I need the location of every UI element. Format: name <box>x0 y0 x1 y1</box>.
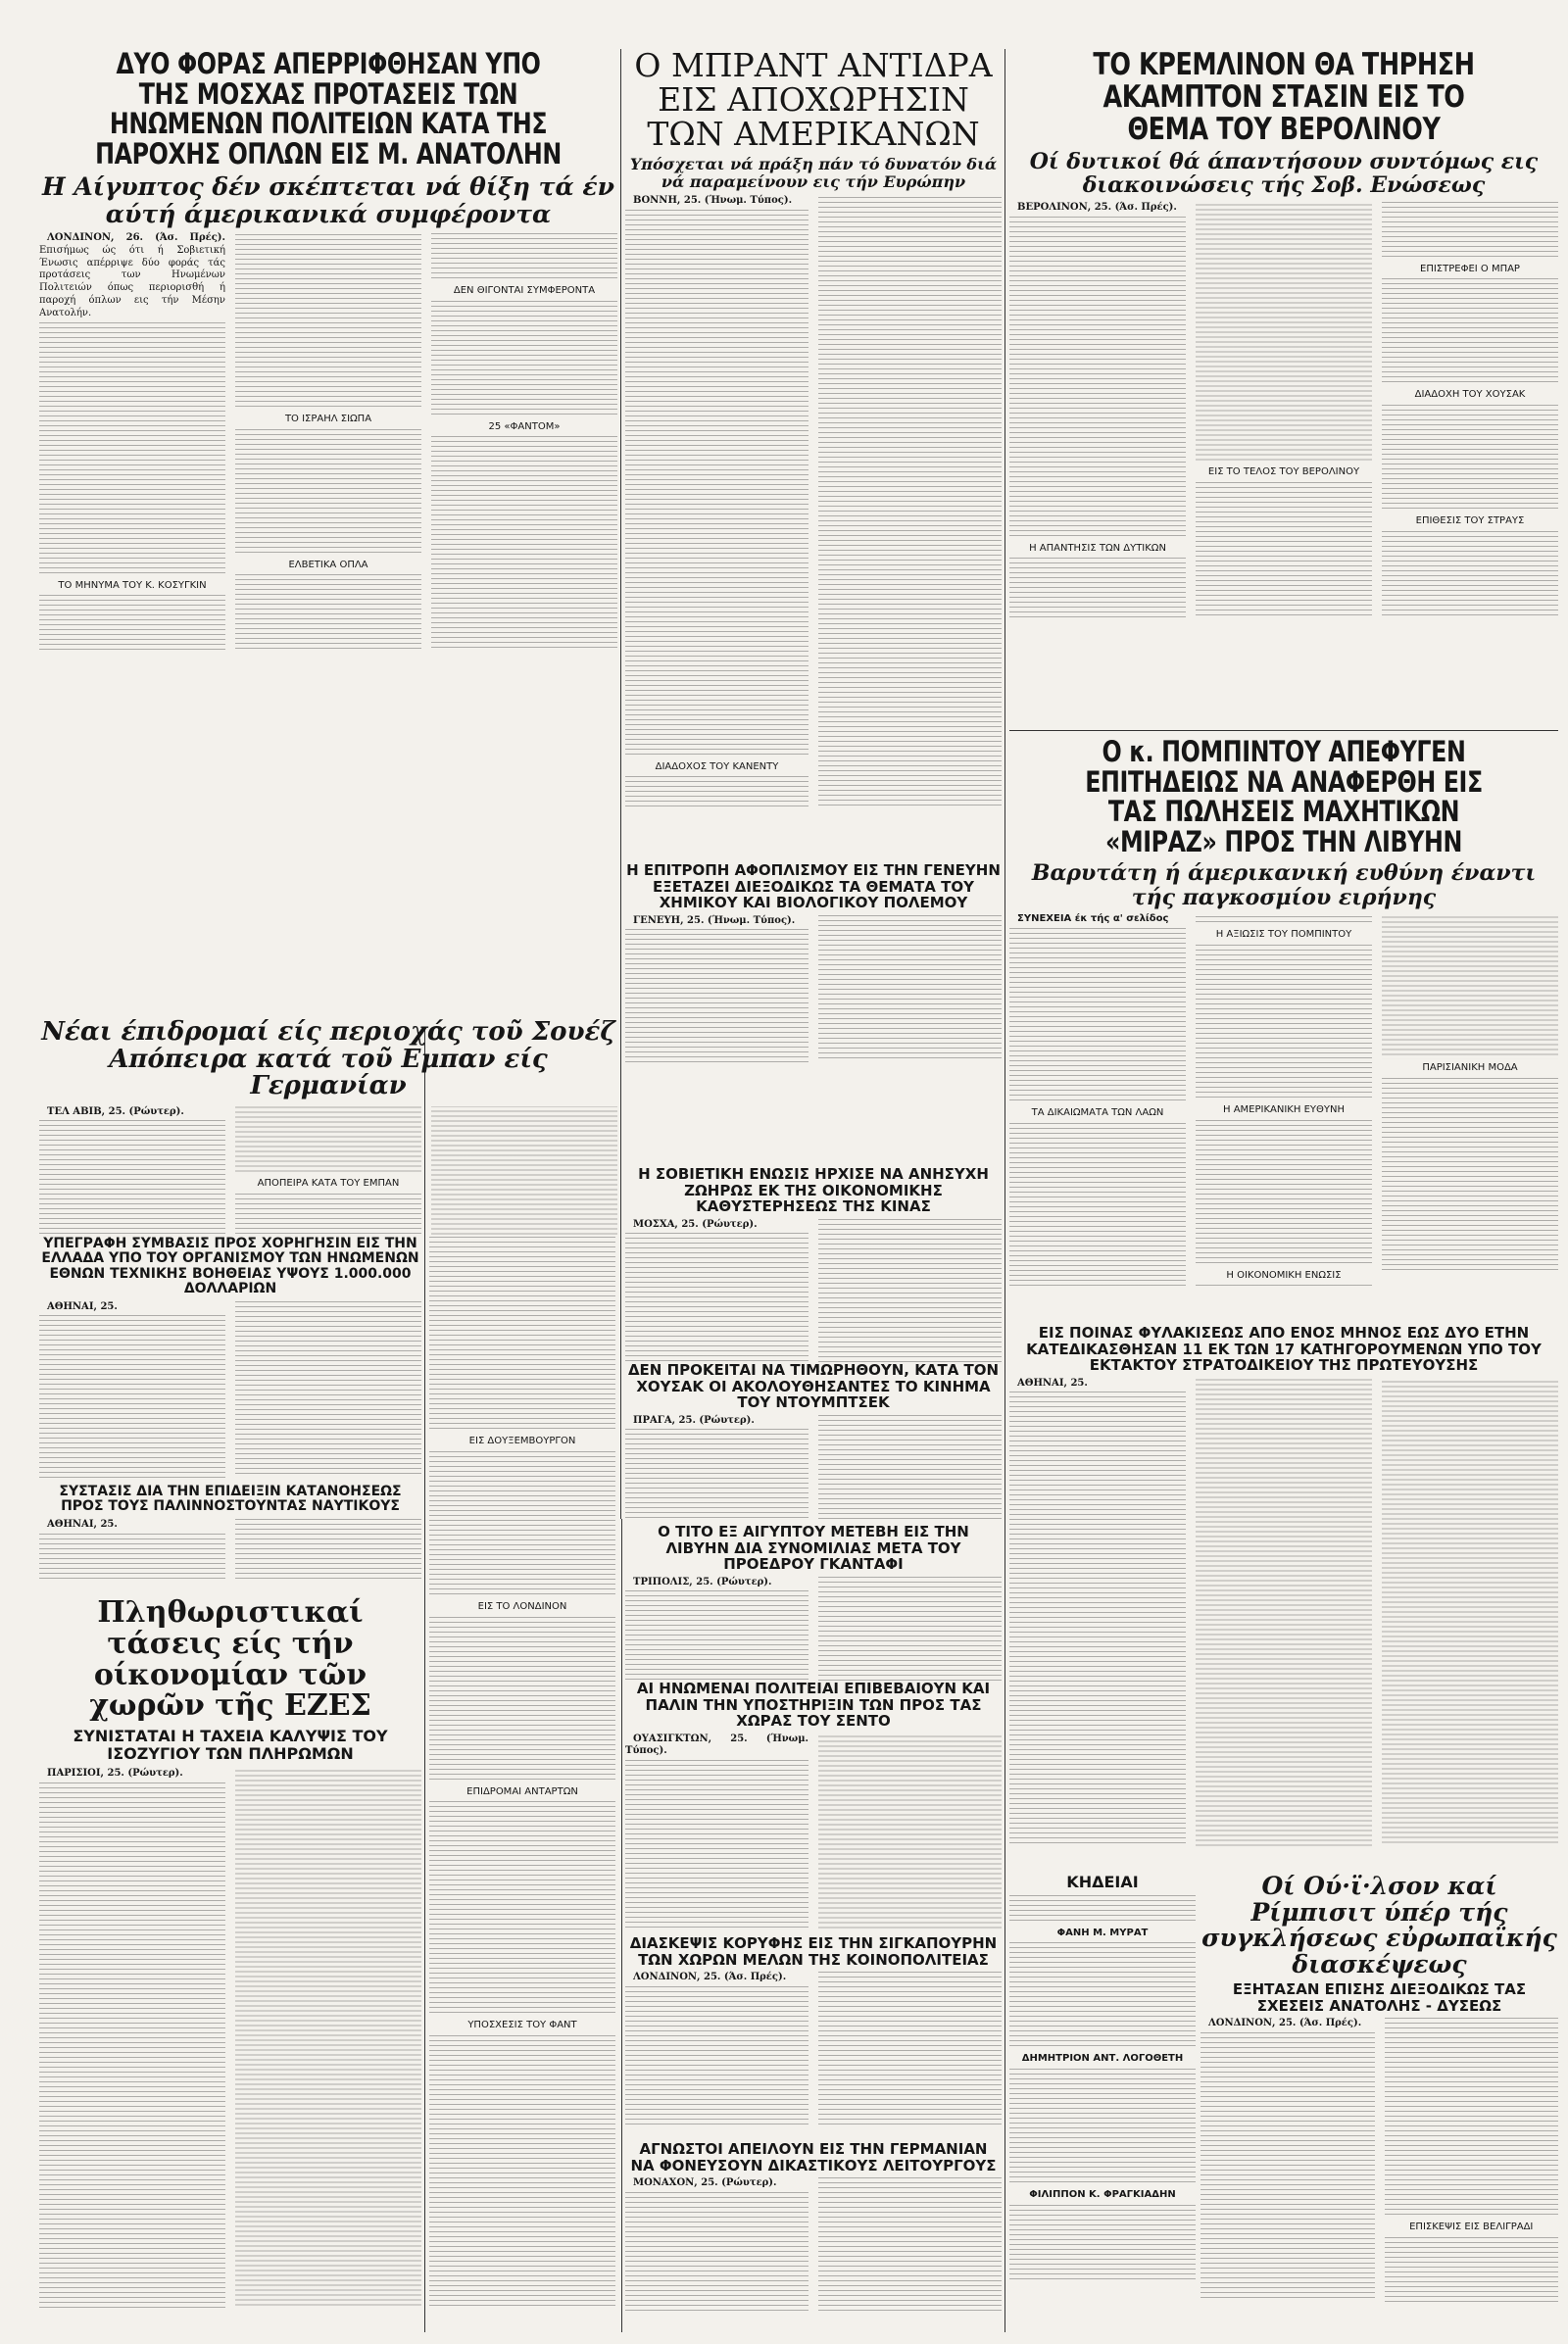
section-heading: ΕΙΣ ΤΟ ΤΕΛΟΣ ΤΟΥ ΒΕΡΟΛΙΝΟΥ <box>1207 466 1360 478</box>
headline: Ο κ. ΠΟΜΠΙΝΤΟΥ ΑΠΕΦΥΓΕΝ ΕΠΙΤΗΔΕΙΩΣ ΝΑ ΑΝΑΦΕΡΘΗ ΕΙΣ ΤΑΣ ΠΩΛΗΣΕΙΣ ΜΑΧΗΤΙΚΩΝ «ΜΙΡΑΖ» ΠΡΟΣ ΤΗΝ ΛΙΒΥΗΝ <box>1085 737 1483 859</box>
dateline: ΑΘΗΝΑΙ, 25. <box>47 1300 118 1312</box>
body-text-lines <box>1196 1120 1372 1267</box>
dateline: ΜΟΣΧΑ, 25. (Ρώυτερ). <box>633 1218 758 1230</box>
article-body <box>39 1106 617 1235</box>
headline: ΔΙΑΣΚΕΨΙΣ ΚΟΡΥΦΗΣ ΕΙΣ ΤΗΝ ΣΙΓΚΑΠΟΥΡΗΝ ΤΩΝ ΧΩΡΩΝ ΜΕΛΩΝ ΤΗΣ ΚΟΙΝΟΠΟΛΙΤΕΙΑΣ <box>629 1935 998 1969</box>
article-brandt <box>625 49 1002 862</box>
headline: ΑΓΝΩΣΤΟΙ ΑΠΕΙΛΟΥΝ ΕΙΣ ΤΗΝ ΓΕΡΜΑΝΙΑΝ ΝΑ ΦΟΝΕΥΣΟΥΝ ΔΙΚΑΣΤΙΚΟΥΣ ΛΕΙΤΟΥΡΓΟΥΣ <box>630 2141 997 2174</box>
headline: Πληθωριστικαί τάσεις είς τήν οίκονομίαν τῶν χωρῶν τῆς ΕΖΕΣ <box>89 1597 371 1724</box>
article-body <box>625 915 1002 1062</box>
body-text-lines <box>625 1734 1002 1929</box>
body-text-lines <box>431 301 617 418</box>
dateline: ΒΟΝΝΗ, 25. (Ήνωμ. Τύπος). <box>633 194 793 206</box>
lead-paragraph: Επισήμως ώς ότι ή Σοβιετική Ένωσις απέρριψε δύο φοράς τάς προτάσεις των Ηνωμένων Πολιτειών όπως περιορισθή ή παροχή όπλων εις τήν Μέσην Ανατολήν. <box>39 244 225 318</box>
article-sailors <box>39 1485 421 1592</box>
section-heading: ΕΙΣ ΤΟ ΛΟΝΔΙΝΟΝ <box>477 1600 567 1612</box>
headline-primary: Νέαι έπιδρομαί είς περιοχάς τοῦ Σουέζ <box>41 1019 615 1047</box>
article-body <box>625 1734 1002 1929</box>
headline: ΤΟ ΚΡΕΜΛΙΝΟΝ ΘΑ ΤΗΡΗΣΗ ΑΚΑΜΠΤΟΝ ΣΤΑΣΙΝ ΕΙΣ ΤΟ ΘΕΜΑ ΤΟΥ ΒΕΡΟΛΙΝΟΥ <box>1093 49 1475 147</box>
article-wilson <box>1200 1874 1558 2332</box>
article-body <box>1009 202 1558 725</box>
subheadline: Βαρυτάτη ή άμερικανική ευθύνη έναντι τής παγκοσμίου ειρήνης <box>1031 859 1537 910</box>
article-china <box>625 1166 1002 1362</box>
dateline: ΛΟΝΔΙΝΟΝ, 26. (Άσ. Πρές). <box>47 231 225 243</box>
body-text-lines <box>429 1451 615 1598</box>
headline: Η ΕΠΙΤΡΟΠΗ ΑΦΟΠΛΙΣΜΟΥ ΕΙΣ ΤΗΝ ΓΕΝΕΥΗΝ ΕΞΕΤΑΖΕΙ ΔΙΕΞΟΔΙΚΩΣ ΤΑ ΘΕΜΑΤΑ ΤΟΥ ΧΗΜΙΚΟΥ ΚΑΙ ΒΙΟΛΟΓΙΚΟΥ ΠΟΛΕΜΟΥ <box>626 862 1001 911</box>
section-heading: ΕΠΙΔΡΟΜΑΙ ΑΝΤΑΡΤΩΝ <box>466 1785 578 1797</box>
body-text-lines <box>625 1972 1002 2128</box>
headline-secondary: Απόπειρα κατά τοῦ Εμπαν είς Γερμανίαν <box>109 1044 548 1101</box>
headline: Οί Ού·ϊ·λσον καί Ρίμπισιτ ύπέρ τής συγκλήσεως εὐρωπαϊκής διασκέψεως <box>1201 1874 1557 1978</box>
article-body <box>625 195 1002 852</box>
body-text-lines <box>1009 217 1186 540</box>
headline: Η ΣΟΒΙΕΤΙΚΗ ΕΝΩΣΙΣ ΗΡΧΙΣΕ ΝΑ ΑΝΗΣΥΧΗ ΖΩΗΡΩΣ ΕΚ ΤΗΣ ΟΙΚΟΝΟΜΙΚΗΣ ΚΑΘΥΣΤΕΡΗΣΕΩΣ ΤΗΣ ΚΙΝΑΣ <box>638 1166 989 1215</box>
article-kremlin <box>1009 49 1558 725</box>
column-rule <box>1004 49 1005 2332</box>
body-text-lines <box>39 1768 421 2309</box>
subheadline: Οί δυτικοί θά άπαντήσουν συντόμως εις διακοινώσεις τής Σοβ. Ενώσεως <box>1029 148 1539 199</box>
body-text-lines <box>625 210 808 758</box>
article-suez <box>39 1019 617 1235</box>
article-body <box>625 1219 1002 1363</box>
dateline: ΑΘΗΝΑΙ, 25. <box>1017 1377 1088 1389</box>
body-text-lines <box>1382 405 1558 513</box>
body-text-lines <box>39 322 225 577</box>
section-heading: ΔΙΑΔΟΧΟΣ ΤΟΥ ΚΑΝΕΝΤΥ <box>655 760 779 772</box>
section-heading: Η ΑΜΕΡΙΚΑΝΙΚΗ ΕΥΘΥΝΗ <box>1223 1103 1345 1115</box>
headline: ΔΕΝ ΠΡΟΚΕΙΤΑΙ ΝΑ ΤΙΜΩΡΗΘΟΥΝ, ΚΑΤΑ ΤΟΝ ΧΟΥΣΑΚ ΟΙ ΑΚΟΛΟΥΘΗΣΑΝΤΕΣ ΤΟ ΚΙΝΗΜΑ ΤΟΥ ΝΤΟΥΜΠΤΣΕΚ <box>627 1362 1000 1411</box>
section-heading: ΠΑΡΙΣΙΑΝΙΚΗ ΜΟΔΑ <box>1422 1061 1518 1073</box>
body-text-lines <box>1009 1378 1558 1846</box>
article-body <box>429 1237 615 2324</box>
column-rule <box>621 1519 622 2332</box>
dateline: ΜΟΝΑΧΟΝ, 25. (Ρώυτερ). <box>633 2177 777 2188</box>
article-judges <box>625 2141 1002 2332</box>
section-heading: Η ΑΞΙΩΣΙΣ ΤΟΥ ΠΟΜΠΙΝΤΟΥ <box>1215 929 1352 941</box>
dateline: ΟΥΑΣΙΓΚΤΩΝ, 25. (Ήνωμ. Τύπος). <box>625 1733 808 1757</box>
article-un-aid <box>39 1237 421 1482</box>
section-heading: 25 «ΦΑΝΤΟΜ» <box>488 420 561 432</box>
headline: ΥΠΕΓΡΑΦΗ ΣΥΜΒΑΣΙΣ ΠΡΟΣ ΧΟΡΗΓΗΣΙΝ ΕΙΣ ΤΗΝ ΕΛΛΑΔΑ ΥΠΟ ΤΟΥ ΟΡΓΑΝΙΣΜΟΥ ΤΩΝ ΗΝΩΜΕΝΩΝ ΕΘΝΩΝ ΤΕΧΝΙΚΗΣ ΒΟΗΘΕΙΑΣ ΥΨΟΥΣ 1.000.000 ΔΟΛΛΑΡΙΩΝ <box>41 1237 419 1297</box>
body-text-lines <box>429 1237 615 1433</box>
article-body <box>1009 1378 1558 1848</box>
deceased-name: ΦΙΛΙΠΠΟΝ Κ. ΦΡΑΓΚΙΑΔΗΝ <box>1029 2189 1176 2201</box>
article-husak <box>625 1362 1002 1519</box>
dateline: ΤΕΛ ΑΒΙΒ, 25. (Ρώυτερ). <box>47 1105 184 1117</box>
dateline: ΠΑΡΙΣΙΟΙ, 25. (Ρώυτερ). <box>47 1768 183 1780</box>
body-text-lines <box>431 436 617 652</box>
article-geneva <box>625 862 1002 1068</box>
subheadline: ΣΥΝΙΣΤΑΤΑΙ Η ΤΑΧΕΙΑ ΚΑΛΥΨΙΣ ΤΟΥ ΙΣΟΖΥΓΙΟΥ ΤΩΝ ΠΛΗΡΩΜΩΝ <box>73 1727 388 1763</box>
section-heading: Η ΑΠΑΝΤΗΣΙΣ ΤΩΝ ΔΥΤΙΚΩΝ <box>1029 542 1166 554</box>
subheadline: ΕΞΗΤΑΣΑΝ ΕΠΙΣΗΣ ΔΙΕΞΟΔΙΚΩΣ ΤΑΣ ΣΧΕΣΕΙΣ ΑΝΑΤΟΛΗΣ - ΔΥΣΕΩΣ <box>1232 1980 1527 2015</box>
body-text-lines <box>429 2035 615 2310</box>
dateline: ΒΕΡΟΛΙΝΟΝ, 25. (Άσ. Πρές). <box>1017 201 1177 213</box>
body-text-lines <box>1196 945 1372 1101</box>
body-text-lines <box>1009 1942 1196 2050</box>
section-heading: ΔΙΑΔΟΧΗ ΤΟΥ ΧΟΥΣΑΚ <box>1414 389 1526 401</box>
headline: Ο ΜΠΡΑΝΤ ΑΝΤΙΔΡΑ ΕΙΣ ΑΠΟΧΩΡΗΣΙΝ ΤΩΝ ΑΜΕΡΙΚΑΝΩΝ <box>634 49 993 153</box>
body-text-lines <box>625 1577 1002 1682</box>
article-moscow <box>39 49 617 1019</box>
subheadline: Υπόσχεται νά πράξη πάν τό δυνατόν διά νά παραμείνουν εις τήν Ευρώπην <box>629 154 998 191</box>
body-text-lines <box>39 1301 421 1478</box>
article-body <box>1009 913 1558 1325</box>
body-text-lines <box>429 1801 615 2017</box>
article-rule <box>1009 730 1558 731</box>
section-heading: ΕΠΙΣΚΕΨΙΣ ΕΙΣ ΒΕΛΙΓΡΑΔΙ <box>1409 2221 1534 2232</box>
headline: ΣΥΣΤΑΣΙΣ ΔΙΑ ΤΗΝ ΕΠΙΔΕΙΞΙΝ ΚΑΤΑΝΟΗΣΕΩΣ ΠΡΟΣ ΤΟΥΣ ΠΑΛΙΝΝΟΣΤΟΥΝΤΑΣ ΝΑΥΤΙΚΟΥΣ <box>59 1485 402 1515</box>
section-heading: ΕΠΙΣΤΡΕΦΕΙ Ο ΜΠΑΡ <box>1420 263 1520 274</box>
body-text-lines <box>429 1617 615 1783</box>
article-eec <box>39 1597 421 2332</box>
funerals-notices <box>1009 1874 1196 2332</box>
body-text-lines <box>1009 2069 1196 2186</box>
body-text-lines <box>1382 278 1558 386</box>
continued-note: ΣΥΝΕΧΕΙΑ έκ τής α' σελίδος <box>1017 913 1169 925</box>
section-heading: ΔΕΝ ΘΙΓΟΝΤΑΙ ΣΥΜΦΕΡΟΝΤΑ <box>453 284 596 296</box>
body-text-lines <box>625 915 1002 1062</box>
article-body <box>625 1972 1002 2128</box>
article-body <box>39 1519 421 1583</box>
headline: ΑΙ ΗΝΩΜΕΝΑΙ ΠΟΛΙΤΕΙΑΙ ΕΠΙΒΕΒΑΙΟΥΝ ΚΑΙ ΠΑΛΙΝ ΤΗΝ ΥΠΟΣΤΗΡΙΞΙΝ ΤΩΝ ΠΡΟΣ ΤΑΣ ΧΩΡΑΣ ΤΟΥ ΣΕΝΤΟ <box>636 1681 991 1730</box>
section-heading: ΑΠΟΠΕΙΡΑ ΚΑΤΑ ΤΟΥ ΕΜΠΑΝ <box>257 1177 400 1189</box>
subheadline: Η Αίγυπτος δέν σκέπτεται νά θίξη τά έν αύτή άμερικανικά συμφέροντα <box>42 171 614 228</box>
body-text-lines <box>1382 1078 1558 1274</box>
section-heading: ΤΟ ΜΗΝΥΜΑ ΤΟΥ Κ. ΚΟΣΥΓΚΙΝ <box>58 579 207 591</box>
article-body <box>625 1577 1002 1682</box>
body-text-lines <box>1009 928 1186 1104</box>
body-text-lines <box>1382 531 1558 619</box>
section-heading: ΕΛΒΕΤΙΚΑ ΟΠΛΑ <box>288 559 368 570</box>
headline: ΕΙΣ ΠΟΙΝΑΣ ΦΥΛΑΚΙΣΕΩΣ ΑΠΟ ΕΝΟΣ ΜΗΝΟΣ ΕΩΣ ΔΥΟ ΕΤΗΝ ΚΑΤΕΔΙΚΑΣΘΗΣΑΝ 11 ΕΚ ΤΩΝ 17 ΚΑΤΗΓΟΡΟΥΜΕΝΩΝ ΥΠΟ ΤΟΥ ΕΚΤΑΚΤΟΥ ΣΤΡΑΤΟΔΙΚΕΙΟΥ ΤΗΣ ΠΡΩΤΕΥΟΥΣΗΣ <box>1026 1325 1542 1374</box>
section-heading: Η ΟΙΚΟΝΟΜΙΚΗ ΕΝΩΣΙΣ <box>1226 1269 1342 1281</box>
deceased-name: ΦΑΝΗ Μ. ΜΥΡΑΤ <box>1056 1927 1149 1938</box>
article-body <box>625 2177 1002 2315</box>
article-body <box>39 232 617 1019</box>
section-heading: ΥΠΟΣΧΕΣΙΣ ΤΟΥ ΦΑΝΤ <box>467 2020 577 2031</box>
article-cento <box>625 1681 1002 1935</box>
article-pompidou <box>1009 737 1558 1325</box>
article-body <box>39 1301 421 1478</box>
article-middle-column <box>429 1237 615 2334</box>
dateline: ΛΟΝΔΙΝΟΝ, 25. (Άσ. Πρές). <box>633 1972 787 1982</box>
body-text-lines <box>1009 1895 1196 1925</box>
column-rule <box>620 49 621 1519</box>
body-text-lines <box>235 429 421 557</box>
section-heading: ΤΑ ΔΙΚΑΙΩΜΑΤΑ ΤΩΝ ΛΑΩΝ <box>1031 1106 1164 1118</box>
dateline: ΛΟΝΔΙΝΟΝ, 25. (Άσ. Πρές). <box>1208 2018 1362 2028</box>
article-body <box>625 1415 1002 1520</box>
headline: Ο ΤΙΤΟ ΕΞ ΑΙΓΥΠΤΟΥ ΜΕΤΕΒΗ ΕΙΣ ΤΗΝ ΛΙΒΥΗΝ ΔΙΑ ΣΥΝΟΜΙΛΙΑΣ ΜΕΤΑ ΤΟΥ ΠΡΟΕΔΡΟΥ ΓΚΑΝΤΑΦΙ <box>658 1524 969 1573</box>
section-heading: ΕΠΙΘΕΣΙΣ ΤΟΥ ΣΤΡΑΥΣ <box>1415 515 1525 527</box>
section-heading: ΕΙΣ ΔΟΥΞΕΜΒΟΥΡΓΟΝ <box>468 1436 576 1446</box>
headline: ΔΥΟ ΦΟΡΑΣ ΑΠΕΡΡΙΦΘΗΣΑΝ ΥΠΟ ΤΗΣ ΜΟΣΧΑΣ ΠΡΟΤΑΣΕΙΣ ΤΩΝ ΗΝΩΜΕΝΩΝ ΠΟΛΙΤΕΙΩΝ ΚΑΤΑ ΤΗΣ ΠΑΡΟΧΗΣ ΟΠΛΩΝ ΕΙΣ Μ. ΑΝΑΤΟΛΗΝ <box>95 49 562 171</box>
dateline: ΤΡΙΠΟΛΙΣ, 25. (Ρώυτερ). <box>633 1576 772 1587</box>
deceased-name: ΔΗΜΗΤΡΙΟΝ ΑΝΤ. ΛΟΓΟΘΕΤΗ <box>1021 2053 1184 2065</box>
section-title: ΚΗΔΕΙΑΙ <box>1066 1874 1139 1891</box>
section-heading: ΤΟ ΙΣΡΑΗΛ ΣΙΩΠΑ <box>284 413 372 424</box>
article-commonwealth <box>625 1935 1002 2141</box>
notices-body <box>1009 1895 1196 2317</box>
dateline: ΑΘΗΝΑΙ, 25. <box>47 1518 118 1530</box>
article-body <box>1200 2018 1558 2302</box>
dateline: ΓΕΝΕΥΗ, 25. (Ήνωμ. Τύπος). <box>633 914 796 926</box>
article-prisons <box>1009 1325 1558 1874</box>
body-text-lines <box>1009 2205 1196 2283</box>
body-text-lines <box>625 2177 1002 2315</box>
article-tito <box>625 1524 1002 1681</box>
dateline: ΠΡΑΓΑ, 25. (Ρώυτερ). <box>633 1414 755 1426</box>
body-text-lines <box>625 1219 1002 1363</box>
article-body <box>39 1768 421 2317</box>
body-text-lines <box>625 1415 1002 1520</box>
